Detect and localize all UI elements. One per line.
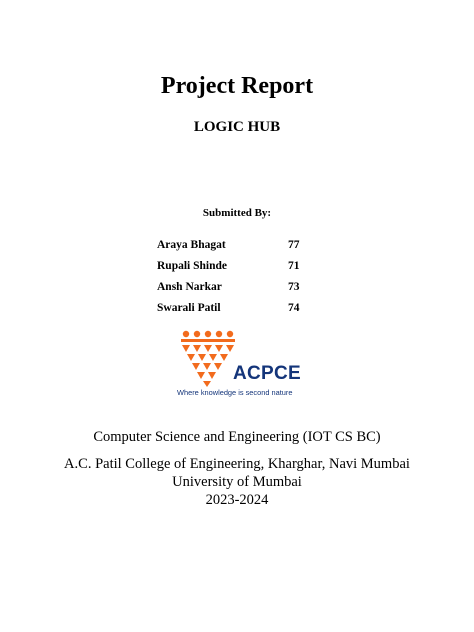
member-row <box>157 238 317 259</box>
member-roll-number: 71 <box>288 260 300 272</box>
college-logo <box>174 328 302 400</box>
logo-wordmark: ACPCE <box>233 363 302 384</box>
logo-tagline: Where knowledge is second nature <box>177 388 293 397</box>
member-name: Rupali Shinde <box>157 260 227 272</box>
member-row <box>157 280 317 301</box>
member-roll-number: 74 <box>288 302 300 314</box>
member-row <box>157 259 317 280</box>
member-name: Araya Bhagat <box>157 239 226 251</box>
submitted-by-label: Submitted By: <box>202 207 272 219</box>
member-roll-number: 73 <box>288 281 300 293</box>
college-info <box>0 455 474 509</box>
report-title: Project Report <box>160 73 314 99</box>
department-name: Computer Science and Engineering (IOT CS BC) <box>93 429 381 445</box>
member-name: Ansh Narkar <box>157 281 222 293</box>
academic-year: 2023-2024 <box>205 492 269 508</box>
member-roll-number: 77 <box>288 239 300 251</box>
college-name: A.C. Patil College of Engineering, Kharghar, Navi Mumbai <box>64 456 410 472</box>
member-list <box>157 238 317 322</box>
project-name: LOGIC HUB <box>193 119 281 135</box>
member-name: Swarali Patil <box>157 302 221 314</box>
university-name: University of Mumbai <box>172 474 302 490</box>
member-row <box>157 301 317 322</box>
